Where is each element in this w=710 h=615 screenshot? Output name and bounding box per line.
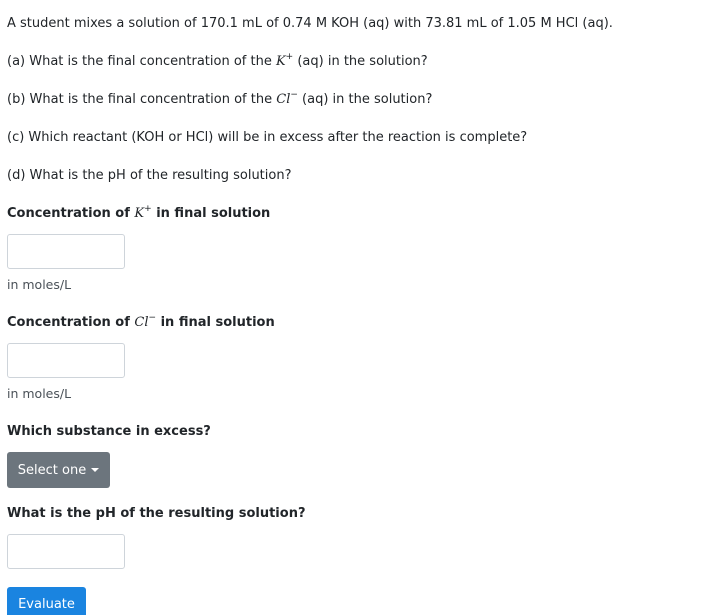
k-conc-units: in moles/L (7, 277, 72, 292)
k-conc-label (7, 205, 270, 224)
cl-conc-input[interactable] (7, 343, 125, 378)
cl-conc-label (7, 314, 275, 333)
question-a-suffix: (aq) in the solution? (293, 54, 428, 69)
cl-conc-label-charge: − (148, 313, 157, 323)
question-b-prefix: (b) What is the final concentration of the (7, 92, 277, 107)
question-b-suffix: (aq) in the solution? (297, 92, 433, 107)
cl-conc-label-suffix: in final solution (156, 315, 275, 330)
question-a-ion: K (275, 54, 286, 69)
cl-conc-units: in moles/L (7, 386, 72, 401)
ph-input[interactable] (7, 534, 125, 569)
caret-down-icon (91, 468, 99, 472)
question-a-charge: + (285, 52, 294, 62)
evaluate-button[interactable] (7, 587, 86, 615)
question-b-charge: − (290, 90, 298, 100)
question-a-prefix: (a) What is the final concentration of the (7, 54, 276, 69)
question-a (7, 53, 428, 72)
cl-conc-label-ion: Cl (134, 315, 149, 330)
excess-select-label: Select one (17, 462, 87, 478)
k-conc-label-prefix: Concentration of (7, 206, 135, 221)
k-conc-label-ion: K (134, 206, 145, 221)
question-b-ion: Cl (276, 92, 291, 107)
evaluate-button-label: Evaluate (18, 596, 75, 612)
ph-label: What is the pH of the resulting solution? (7, 506, 306, 521)
k-conc-label-suffix: in final solution (151, 206, 271, 221)
k-conc-input[interactable] (7, 234, 125, 269)
question-d: (d) What is the pH of the resulting solution? (7, 168, 292, 183)
excess-label: Which substance in excess? (7, 424, 211, 439)
problem-intro: A student mixes a solution of 170.1 mL of 0.74 M KOH (aq) with 73.81 mL of 1.05 M HCl (aq). (7, 16, 613, 31)
question-b (7, 91, 432, 110)
k-conc-label-charge: + (144, 204, 152, 214)
cl-conc-label-prefix: Concentration of (7, 315, 135, 330)
question-c: (c) Which reactant (KOH or HCl) will be in excess after the reaction is complete? (7, 130, 528, 145)
excess-select-dropdown[interactable] (7, 452, 110, 488)
